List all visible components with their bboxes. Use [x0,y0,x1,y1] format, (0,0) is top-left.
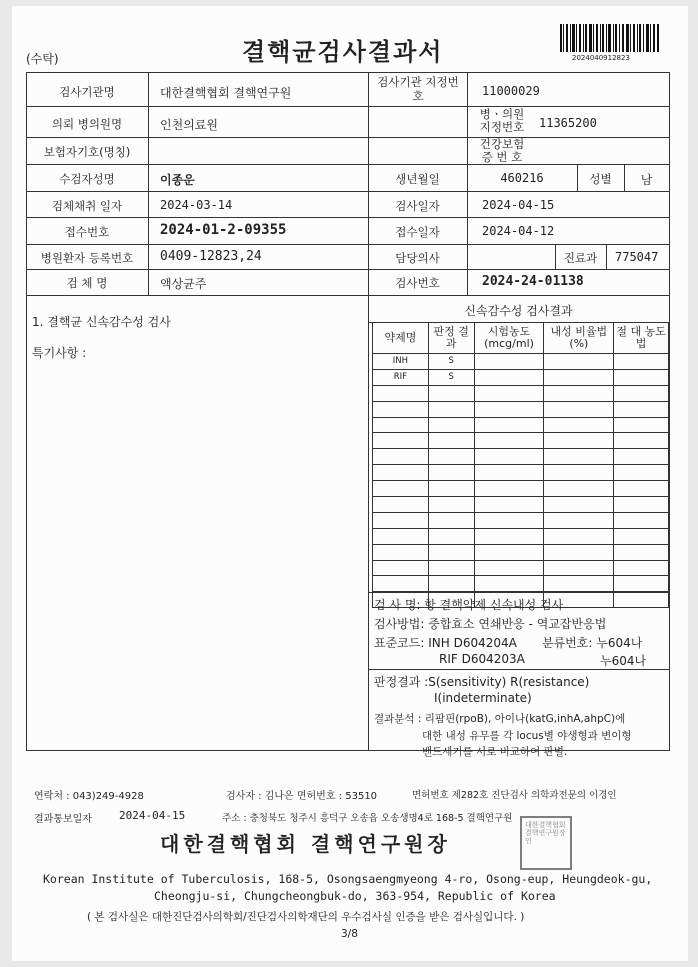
exam-no-label: 검사번호 [395,276,440,290]
result-table-title: 신속감수성 검사결과 [464,304,573,318]
result-row [373,544,669,560]
result-cell [373,576,429,592]
result-cell [474,528,544,544]
col-judge-header: 판정 결과 [428,323,474,354]
page-number: 3/8 [341,928,358,940]
result-row [373,385,669,401]
class-no-inh: 분류번호: 누604나 [542,636,643,650]
result-cell [373,544,429,560]
result-cell [474,481,544,497]
result-cell [428,497,474,513]
result-cell [428,465,474,481]
result-cell [614,592,669,608]
result-cell [474,560,544,576]
receipt-date: 2024-04-12 [482,224,555,238]
result-cell [474,401,544,417]
result-cell [474,369,544,385]
result-cell [614,449,669,465]
result-row [373,417,669,433]
result-cell [474,544,544,560]
col-concentration-header: 시험농도 (mcg/ml) [474,323,544,354]
result-cell: S [428,354,474,370]
result-cell [614,497,669,513]
col-absolute-header: 절 대 농도법 [614,323,669,354]
remarks-label: 특기사항 : [32,346,87,360]
certification-note: ( 본 검사실은 대한진단검사의학회/진단검사의학재단의 우수검사실 인증을 받은 검사실입니다. ) [87,911,525,923]
result-cell [474,576,544,592]
result-cell [544,465,614,481]
english-address-line-1: Korean Institute of Tuberculosis, 168-5, Osongsaengmyeong 4-ro, Osong-eup, Heungdeok-gu, [43,872,653,886]
result-row [373,354,669,370]
result-cell [474,512,544,528]
exam-no: 2024-24-01138 [482,274,584,289]
result-cell [474,465,544,481]
result-row [373,369,669,385]
result-cell [544,544,614,560]
result-cell [614,385,669,401]
hospital-code: 11365200 [539,116,597,130]
result-cell [428,385,474,401]
result-row [373,433,669,449]
receipt-tag: (수탁) [26,52,59,66]
result-cell [373,497,429,513]
result-cell [373,385,429,401]
insured-label: 보험자기호(명칭) [43,145,131,159]
result-cell [614,417,669,433]
dept-code: 775047 [615,250,659,264]
patient-name: 이종운 [160,173,195,187]
result-cell: INH [373,354,429,370]
result-cell [373,465,429,481]
patient-label: 수검자성명 [59,172,115,186]
notify-date: 2024-04-15 [119,809,186,822]
lab-code-label: 검사기관 지정번호 [377,75,459,103]
exam-item: 1. 결핵균 신속감수성 검사 [32,315,171,329]
col-drug-header: 약제명 [373,323,429,354]
org-name: 대한결핵협회 결핵연구원장 [160,832,451,856]
result-cell [373,560,429,576]
test-date-label: 검사일자 [395,199,440,213]
sex-value: 남 [640,173,653,187]
result-cell [544,433,614,449]
result-cell [544,528,614,544]
doctor-label: 담당의사 [395,251,440,265]
result-cell: S [428,369,474,385]
result-cell [614,465,669,481]
analysis-line-2: 대한 내성 유무를 각 locus별 야생형과 변이형 [422,730,632,742]
lab-name-label: 검사기관명 [59,85,115,99]
result-cell [474,433,544,449]
notify-label: 결과통보일자 [34,814,92,825]
result-cell [544,497,614,513]
result-cell [474,385,544,401]
result-cell [428,433,474,449]
result-cell [373,417,429,433]
result-cell [373,433,429,449]
std-code-rif: RIF D604203A [439,652,525,666]
official-seal [520,816,572,870]
reg-no-label: 병원환자 등록번호 [40,251,134,265]
result-cell [544,481,614,497]
result-cell [614,512,669,528]
receipt-no-label: 접수번호 [64,225,110,239]
document-title: 결핵균검사결과서 [242,38,444,66]
result-cell [474,417,544,433]
sex-label: 성별 [589,172,612,186]
birth-label: 생년월일 [395,172,440,186]
judge-legend-1: 판정결과 :S(sensitivity) R(resistance) [374,675,590,689]
hospital-code-label: 병ㆍ의원 지정번호 [479,107,525,134]
std-code-inh: 표준코드: INH D604204A [374,636,517,650]
birth-date: 460216 [500,171,544,185]
address: 주소 : 충청북도 청주시 흥덕구 오송읍 오송생명4로 168-5 결핵연구원 [222,813,513,824]
reg-no: 0409-12823,24 [160,249,262,264]
result-cell [428,401,474,417]
hospital-label: 의뢰 병의원명 [51,117,123,131]
result-cell [474,449,544,465]
result-cell [614,560,669,576]
result-cell: RIF [373,369,429,385]
result-cell [544,417,614,433]
col-resistance-ratio-header: 내성 비율법(%) [544,323,614,354]
result-document [12,6,688,961]
result-cell [544,369,614,385]
result-cell [614,576,669,592]
result-cell [614,481,669,497]
result-cell [544,576,614,592]
barcode [560,24,660,58]
class-no-rif: 누604나 [600,654,647,668]
result-cell [428,512,474,528]
lab-code: 11000029 [482,84,540,98]
test-date: 2024-04-15 [482,198,555,212]
result-cell [614,544,669,560]
insurance-no-label: 건강보험 증 번 호 [479,137,525,164]
method-procedure: 검사방법: 중합효소 연쇄반응 - 역교잡반응법 [374,617,607,631]
result-cell [373,401,429,417]
result-cell [544,385,614,401]
result-cell [614,528,669,544]
result-cell [614,354,669,370]
result-cell [428,576,474,592]
result-cell [474,354,544,370]
result-cell [614,401,669,417]
result-row [373,576,669,592]
result-row [373,449,669,465]
collect-date: 2024-03-14 [160,198,233,212]
result-row [373,528,669,544]
result-row [373,560,669,576]
result-cell [544,449,614,465]
barcode-number: 2024040912823 [572,54,630,62]
result-cell [614,433,669,449]
analysis-line-3: 밴드세기를 서로 비교하여 판별. [422,746,568,758]
contact-info: 연락처 : 043)249-4928 [34,791,144,802]
seal-text: 대한결핵협회결핵연구원장인 [525,821,566,845]
result-cell [544,512,614,528]
receipt-date-label: 접수일자 [395,225,440,239]
result-cell [373,449,429,465]
examiner-info: 검사자 : 김나은 면허번호 : 53510 [226,791,378,802]
result-cell [474,497,544,513]
specimen-name: 액상균주 [160,277,207,291]
lab-name: 대한결핵협회 결핵연구원 [160,86,292,100]
result-row [373,481,669,497]
result-cell [373,528,429,544]
result-cell [614,369,669,385]
result-cell [544,401,614,417]
result-row [373,465,669,481]
specialist-info: 면허번호 제282호 진단검사 의학과전문의 이경인 [412,790,617,801]
result-row [373,497,669,513]
judge-legend-2: I(indeterminate) [434,691,532,705]
analysis-line-1: 결과분석 : 리팜핀(rpoB), 아이나(katG,inhA,ahpC)에 [374,713,626,725]
result-cell [544,354,614,370]
result-cell [428,544,474,560]
collect-date-label: 검체채취 일자 [51,199,123,213]
result-table [372,322,669,608]
result-cell [544,560,614,576]
result-cell [428,528,474,544]
english-address-line-2: Cheongju-si, Chungcheongbuk-do, 363-954, Republic of Korea [154,889,556,903]
result-cell [428,417,474,433]
specimen-label: 검 체 명 [66,276,108,290]
receipt-no: 2024-01-2-09355 [160,222,287,238]
hospital-name: 인천의료원 [160,118,218,132]
result-cell [428,449,474,465]
dept-label: 진료과 [563,251,598,265]
result-cell [428,560,474,576]
result-cell [373,512,429,528]
result-row [373,401,669,417]
method-name: 검 사 명: 항 결핵약제 신속내성 검사 [374,598,564,612]
result-row [373,512,669,528]
result-cell [373,481,429,497]
result-cell [428,481,474,497]
